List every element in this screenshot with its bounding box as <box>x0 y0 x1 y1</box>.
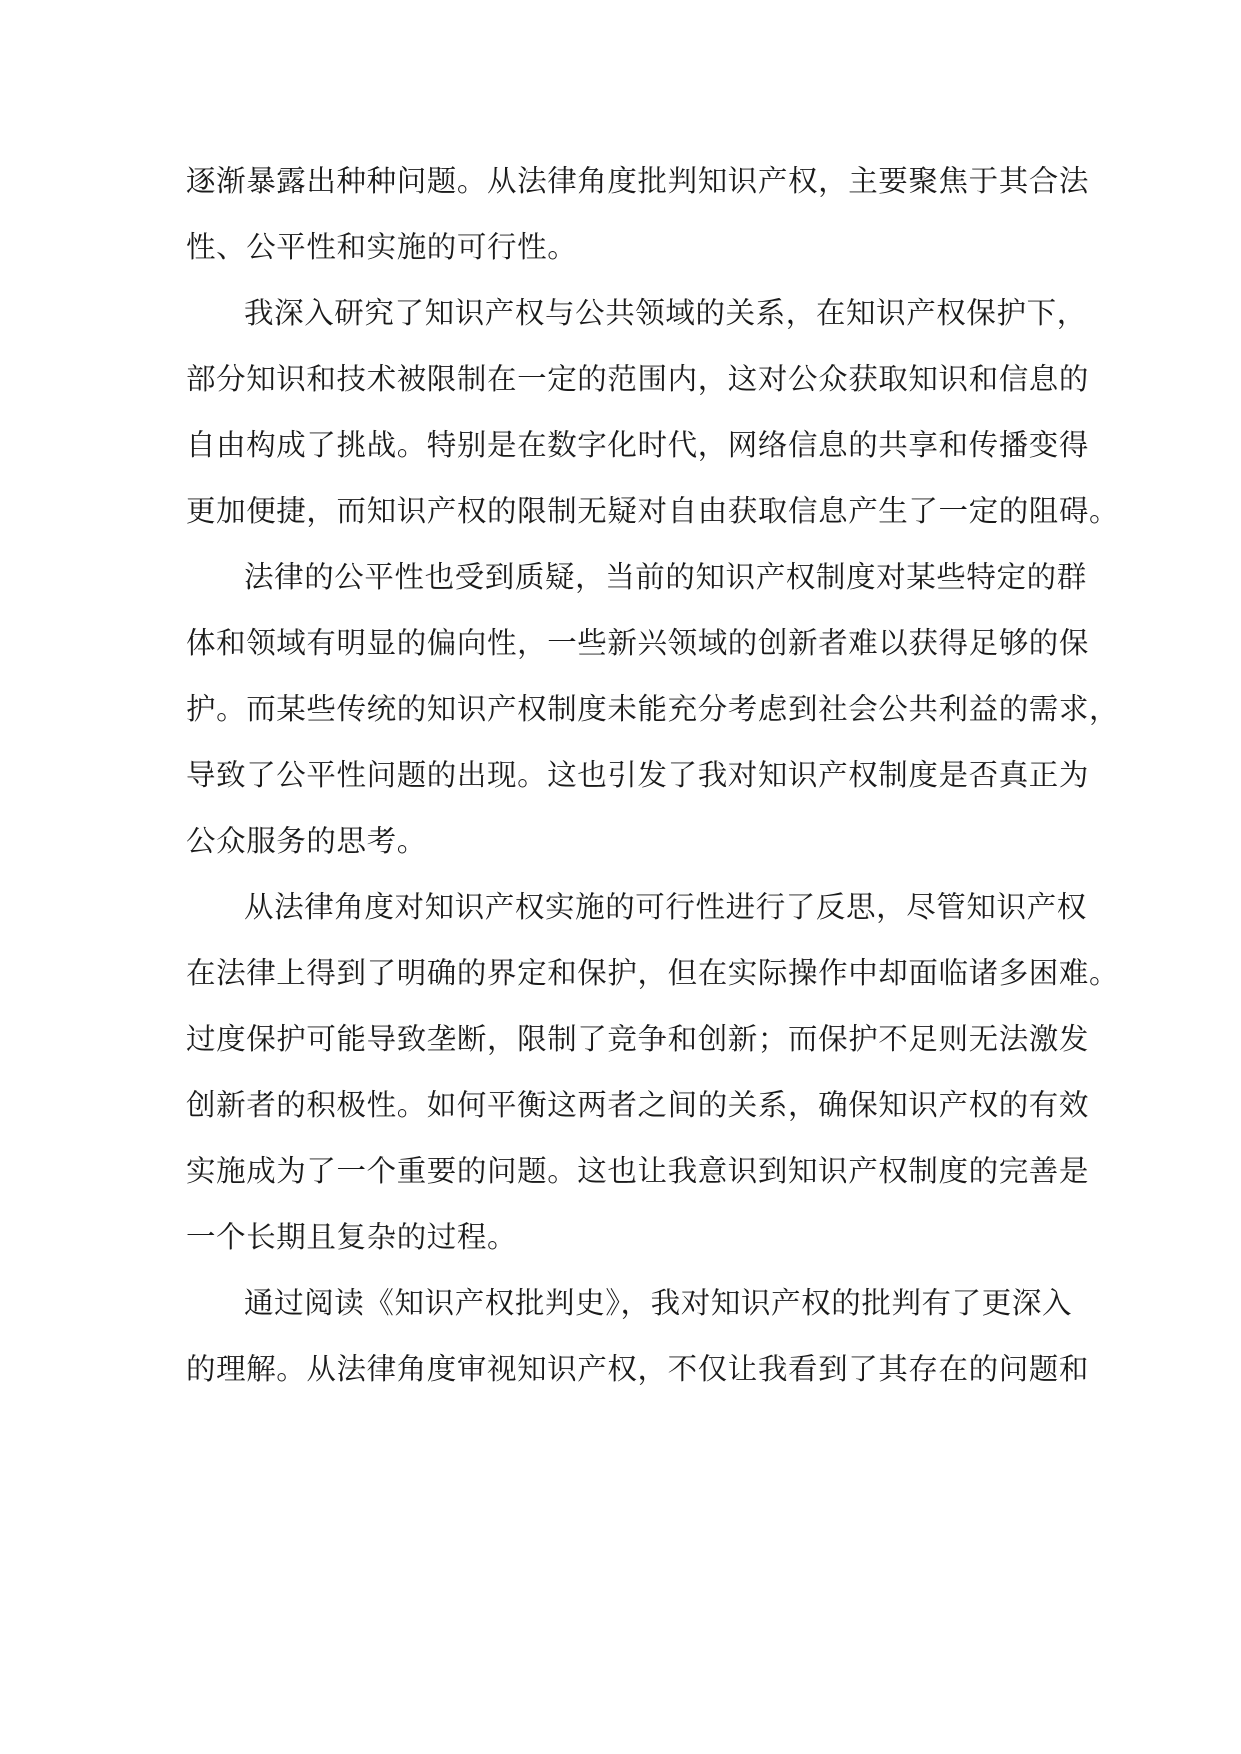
text-line: 护。而某些传统的知识产权制度未能充分考虑到社会公共利益的需求， <box>186 692 1120 726</box>
text-line: 自由构成了挑战。特别是在数字化时代，网络信息的共享和传播变得 <box>186 428 1090 462</box>
text-line: 法律的公平性也受到质疑，当前的知识产权制度对某些特定的群 <box>244 560 1087 594</box>
text-line: 体和领域有明显的偏向性，一些新兴领域的创新者难以获得足够的保 <box>186 626 1090 660</box>
text-line: 导致了公平性问题的出现。这也引发了我对知识产权制度是否真正为 <box>186 758 1090 792</box>
paragraph-4 <box>186 874 1120 1270</box>
text-line: 通过阅读《知识产权批判史》，我对知识产权的批判有了更深入 <box>244 1286 1073 1320</box>
text-line: 在法律上得到了明确的界定和保护，但在实际操作中却面临诸多困难。 <box>186 956 1120 990</box>
paragraph-3 <box>186 544 1120 874</box>
paragraph-2 <box>186 280 1120 544</box>
text-line: 的理解。从法律角度审视知识产权，不仅让我看到了其存在的问题和 <box>186 1352 1090 1386</box>
text-line: 部分知识和技术被限制在一定的范围内，这对公众获取知识和信息的 <box>186 362 1090 396</box>
text-line: 一个长期且复杂的过程。 <box>186 1220 518 1254</box>
text-line: 实施成为了一个重要的问题。这也让我意识到知识产权制度的完善是 <box>186 1154 1090 1188</box>
text-line: 更加便捷，而知识产权的限制无疑对自由获取信息产生了一定的阻碍。 <box>186 494 1120 528</box>
text-line: 从法律角度对知识产权实施的可行性进行了反思，尽管知识产权 <box>244 890 1087 924</box>
document-body <box>186 148 1120 1402</box>
text-line: 创新者的积极性。如何平衡这两者之间的关系，确保知识产权的有效 <box>186 1088 1090 1122</box>
text-line: 性、公平性和实施的可行性。 <box>186 230 578 264</box>
text-line: 过度保护可能导致垄断，限制了竞争和创新；而保护不足则无法激发 <box>186 1022 1090 1056</box>
text-line: 逐渐暴露出种种问题。从法律角度批判知识产权，主要聚焦于其合法 <box>186 164 1090 198</box>
paragraph-5 <box>186 1270 1090 1402</box>
text-line: 公众服务的思考。 <box>186 824 427 858</box>
text-line: 我深入研究了知识产权与公共领域的关系，在知识产权保护下， <box>244 296 1087 330</box>
paragraph-1 <box>186 148 1090 280</box>
